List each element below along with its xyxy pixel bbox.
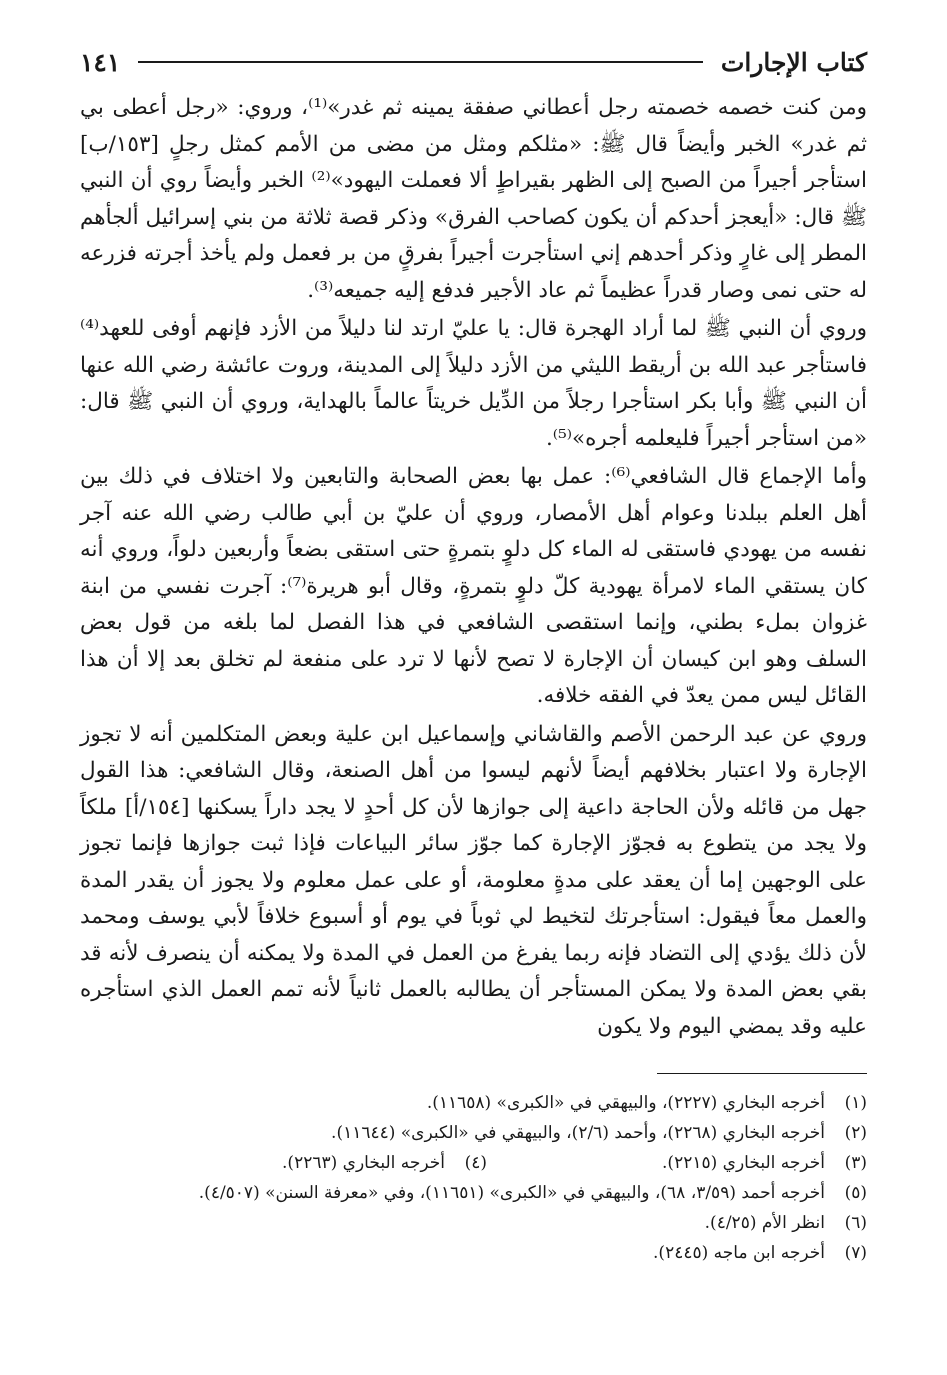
footnote-text: أخرجه ابن ماجه (٢٤٤٥). [653,1243,825,1263]
footnote-number: (٢) [844,1123,867,1143]
header-rule [138,61,703,63]
footnote-number: (٧) [844,1243,867,1263]
footnote-number: (٤) [464,1153,487,1173]
chapter-title: كتاب الإجارات [720,47,867,77]
footnote-6 [80,1208,867,1238]
footnote-text: أخرجه البخاري (٢٢٢٧)، والبيهقي في «الكبرى» (١١٦٥٨). [426,1093,825,1113]
footnotes [80,1088,867,1268]
footnote-text: انظر الأم (٤/٢٥). [704,1213,825,1233]
main-text [80,90,867,1045]
footnote-7 [80,1238,867,1268]
paragraph-4: وروي عن عبد الرحمن الأصم والقاشاني وإسماعيل ابن علية وبعض المتكلمين أنه لا تجوز الإجارة ولا اعتبار بخلافهم أيضاً لأنهم ليسوا من أهل الصنعة، وقال الشافعي: هذا القول جهل من قائله ولأن الحاجة داعية إلى جوازها لأن كل أحدٍ لا يجد داراً يسكنها [١٥٤/أ] ملكاً ولا يجد من يتطوع به فجوّز الإجارة كما جوّز سائر البياعات فإذا ثبت جوازها فإنما تجوز على الوجهين إما أن يعقد على مدةٍ معلومة، أو على عمل معلوم ولا يجوز أن يقدر المدة والعمل معاً فيقول: استأجرتك لتخيط لي ثوباً في يوم أو أسبوع خلافاً لأبي يوسف ومحمد لأن ذلك يؤدي إلى التضاد فإنه ربما يفرغ من العمل في المدة ولا يمكنه أن ينصرف لأنه قد بقي بعض المدة ولا يمكن المستأجر أن يطالبه بالعمل ثانياً لأنه تمم العمل الذي استأجره عليه وقد يمضي اليوم ولا يكون [80,721,867,1039]
footnote-row-3-4 [80,1148,867,1178]
footnote-text: أخرجه أحمد (٣/٥٩، ٦٨)، والبيهقي في «الكبرى» (١١٦٥١)، وفي «معرفة السنن» (٤/٥٠٧). [198,1183,825,1203]
page-header [80,42,867,82]
footnote-text: أخرجه البخاري (٢٢٦٨)، وأحمد (٢/٦)، والبيهقي في «الكبرى» (١١٦٤٤). [331,1123,825,1143]
footnote-4 [107,1148,487,1178]
footnote-number: (٦) [844,1213,867,1233]
footnote-5 [80,1178,867,1208]
footnote-number: (١) [844,1093,867,1113]
paragraph-1: ومن كنت خصمه خصمته رجل أعطاني صفقة يمينه ثم غدر»⁽¹⁾، وروي: «رجل أعطى بي ثم غدر» الخبر وأيضاً قال ﷺ: «مثلكم ومثل من مضى من الأمم كمثل رجلٍ [١٥٣/ب] استأجر أجيراً من الصبح إلى الظهر بقيراطٍ ألا فعملت اليهود»⁽²⁾ الخبر وأيضاً روي أن النبي ﷺ قال: «أيعجز أحدكم أن يكون كصاحب الفرق» وذكر قصة ثلاثة من بني إسرائيل ألجأهم المطر إلى غارٍ وذكر أحدهم إني استأجرت أجيراً بفرقٍ من بر فعمل ولم يأخذ أجرته فزرعه له حتى نمى وصار قدراً عظيماً ثم عاد الأجير فدفع إليه جميعه⁽³⁾. [80,95,867,303]
paragraph-3: وأما الإجماع قال الشافعي⁽⁶⁾: عمل بها بعض الصحابة والتابعين ولا اختلاف في ذلك بين أهل العلم ببلدنا وعوام أهل الأمصار، وروي أن عليّ بن أبي طالب رضي الله عنه آجر نفسه من يهودي فاستقى له الماء كل دلوٍ بتمرةٍ حتى استقى بضعاً وأربعين دلواً، وروي أنه كان يستقي الماء لامرأة يهودية كلّ دلوٍ بتمرةٍ، وقال أبو هريرة⁽⁷⁾: آجرت نفسي من ابنة غزوان بملء بطني، وإنما استقصى الشافعي في هذا الفصل لما بلغه من قول بعض السلف وهو ابن كيسان أن الإجارة لا تصح لأنها لا ترد على منفعة لم تخلق بعد إلا أن هذا القائل ليس ممن يعدّ في الفقه خلافه. [80,464,868,708]
footnote-3 [487,1148,867,1178]
paragraph-2: وروي أن النبي ﷺ لما أراد الهجرة قال: يا عليّ ارتد لنا دليلاً من الأزد فإنهم أوفى للعهد⁽⁴⁾ فاستأجر عبد الله بن أريقط الليثي من الأزد دليلاً إلى المدينة، وروت عائشة رضي الله عنها أن النبي ﷺ وأبا بكر استأجرا رجلاً من الدِّيل خريتاً عالماً بالهداية، وروي أن النبي ﷺ قال: «من استأجر أجيراً فليعلمه أجره»⁽⁵⁾. [80,316,867,451]
footnote-2 [80,1118,867,1148]
page-number: ١٤١ [80,47,121,77]
footnote-number: (٣) [844,1153,867,1173]
footnote-separator [657,1073,867,1074]
footnote-text: أخرجه البخاري (٢٢٦٣). [282,1153,445,1173]
footnote-1 [80,1088,867,1118]
footnote-text: أخرجه البخاري (٢٢١٥). [662,1153,825,1173]
footnote-number: (٥) [844,1183,867,1203]
